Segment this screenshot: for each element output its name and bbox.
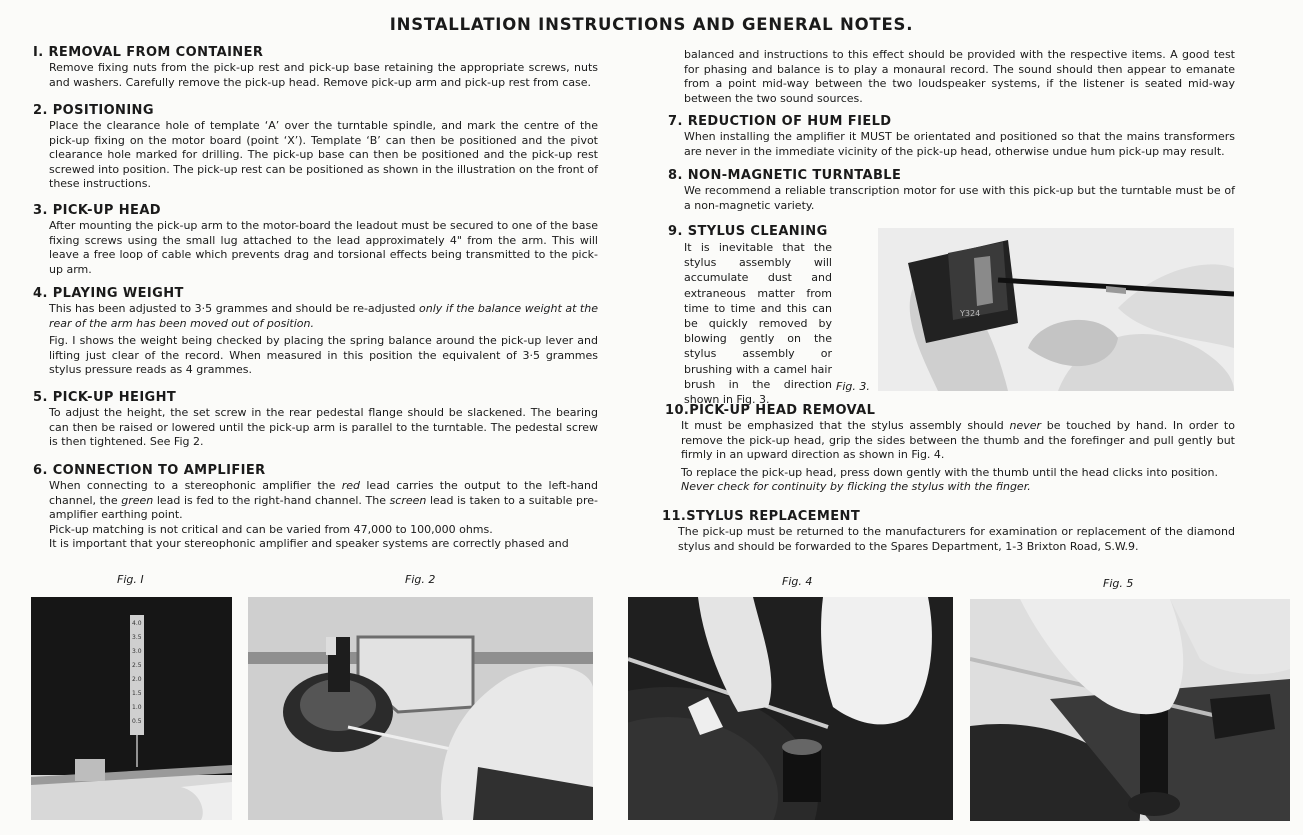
section-stylus-replacement — [662, 509, 1235, 554]
section-text: After mounting the pick-up arm to the motor-board the leadout must be secured to one of the base fixing screws using the small lug attached to the lead approximately 4" from the arm. This will leave a free loop of cable which prevents drag and torsional effects being transmitted to the pick-up arm. — [49, 219, 598, 276]
section-text: The pick-up must be returned to the manufacturers for examination or replacement of the diamond stylus and should be forwarded to the Spares Department, 1-3 Brixton Road, S.W.9. — [678, 525, 1235, 553]
fig2-caption: Fig. 2 — [405, 573, 436, 586]
fig3-photo — [878, 228, 1234, 391]
fig5-caption: Fig. 5 — [1103, 577, 1134, 590]
section-heading: 3. PICK-UP HEAD — [33, 203, 161, 218]
section-text: Never check for continuity by flicking the stylus with the finger. — [681, 480, 1031, 494]
section-heading: 8. NON-MAGNETIC TURNTABLE — [668, 168, 902, 183]
section-removal — [33, 45, 598, 90]
scale-mark: 1.0 — [132, 704, 142, 711]
section-heading: 10.PICK-UP HEAD REMOVAL — [665, 403, 876, 418]
section-text: Pick-up matching is not critical and can be varied from 47,000 to 100,000 ohms. — [49, 522, 493, 536]
section-connection — [33, 463, 598, 552]
scale-mark: 2.5 — [132, 662, 142, 669]
scale-mark: 2.0 — [132, 676, 142, 683]
section-heading: 5. PICK-UP HEIGHT — [33, 390, 177, 405]
section-text: It must be emphasized that the stylus assembly should never be touched by hand. In order to remove the pick-up head, grip the sides between the thumb and the forefinger and pull gently but firmly in an upward direction as shown in Fig. 4. — [681, 419, 1235, 462]
section-positioning — [33, 103, 598, 192]
scale-mark: 3.0 — [132, 648, 142, 655]
section-heading: I. REMOVAL FROM CONTAINER — [33, 45, 264, 60]
fig2-photo — [248, 597, 593, 820]
scale-mark: 4.0 — [132, 620, 142, 627]
fig4-photo — [628, 597, 953, 820]
section-connection-continued — [668, 48, 1235, 106]
section-text: It is inevitable that the stylus assembly will accumulate dust and extraneous matter from time to time and this can be quickly removed by blowing gently on the stylus assembly or brushing with a camel hair brush in the direction shown in Fig. 3. — [684, 241, 832, 407]
fig1-photo — [31, 597, 232, 820]
section-text: To adjust the height, the set screw in the rear pedestal flange should be slackened. The bearing can then be raised or lowered until the pick-up arm is parallel to the turntable. The pedestal screw is then tightened. See Fig 2. — [49, 406, 598, 449]
section-text: balanced and instructions to this effect should be provided with the respective items. A good test for phasing and balance is to play a monaural record. The sound should then appear to emanate from a point mid-way between the two loudspeaker systems, if the listener is seated mid-way between the two sound sources. — [684, 48, 1235, 105]
scale-mark: 0.5 — [132, 718, 142, 725]
section-turntable — [668, 168, 1235, 213]
section-text: Fig. I shows the weight being checked by placing the spring balance around the pick-up lever and lifting just clear of the record. When measured in this position the equivalent of 3·5 grammes stylus pressure reads as 4 grammes. — [49, 334, 598, 377]
section-text: Remove fixing nuts from the pick-up rest and pick-up base retaining the appropriate screws, nuts and washers. Carefully remove the pick-up head. Remove pick-up arm and pick-up rest from case. — [49, 61, 598, 89]
section-heading: 7. REDUCTION OF HUM FIELD — [668, 114, 892, 129]
scale-mark: 3.5 — [132, 634, 142, 641]
fig3-caption: Fig. 3. — [836, 380, 870, 393]
section-text: To replace the pick-up head, press down gently with the thumb until the head clicks into position. — [681, 465, 1219, 479]
section-heading: 11.STYLUS REPLACEMENT — [662, 509, 861, 524]
section-pickup-head — [33, 203, 598, 277]
section-heading: 2. POSITIONING — [33, 103, 154, 118]
section-text: Place the clearance hole of template ‘A’ over the turntable spindle, and mark the centre of the pick-up fixing on the motor board (point ‘X’). Template ‘B’ can then be positioned and the pivot clearance hole marked for drilling. The pick-up base can then be positioned and the pick-up rest screwed into position. The pick-up rest can be positioned as shown in the illustration on the front of these instructions. — [49, 119, 598, 191]
section-pickup-height — [33, 390, 598, 450]
section-text: We recommend a reliable transcription motor for use with this pick-up but the turntable must be of a non-magnetic variety. — [684, 184, 1235, 212]
scale-mark: 1.5 — [132, 690, 142, 697]
fig1-caption: Fig. I — [117, 573, 144, 586]
head-marking: Y324 — [960, 309, 981, 318]
section-playing-weight — [33, 286, 598, 378]
section-text: This has been adjusted to 3·5 grammes and should be re-adjusted only if the balance weight at the rear of the arm has been moved out of position. — [49, 302, 598, 330]
section-text: It is important that your stereophonic amplifier and speaker systems are correctly phased and — [49, 537, 569, 551]
fig5-photo — [970, 599, 1290, 821]
section-head-removal — [665, 403, 1235, 495]
section-hum-field — [668, 114, 1235, 159]
section-heading: 4. PLAYING WEIGHT — [33, 286, 184, 301]
page-title: INSTALLATION INSTRUCTIONS AND GENERAL NOTES. — [389, 15, 914, 34]
section-heading: 6. CONNECTION TO AMPLIFIER — [33, 463, 266, 478]
section-heading: 9. STYLUS CLEANING — [668, 224, 828, 239]
section-text: When connecting to a stereophonic amplifier the red lead carries the output to the left-hand channel, the green lead is fed to the right-hand channel. The screen lead is taken to a suitable pre-amplifier earthing point. — [49, 479, 598, 522]
section-text: When installing the amplifier it MUST be orientated and positioned so that the mains transformers are never in the immediate vicinity of the pick-up head, otherwise undue hum pick-up may result. — [684, 130, 1235, 158]
fig4-caption: Fig. 4 — [782, 575, 813, 588]
